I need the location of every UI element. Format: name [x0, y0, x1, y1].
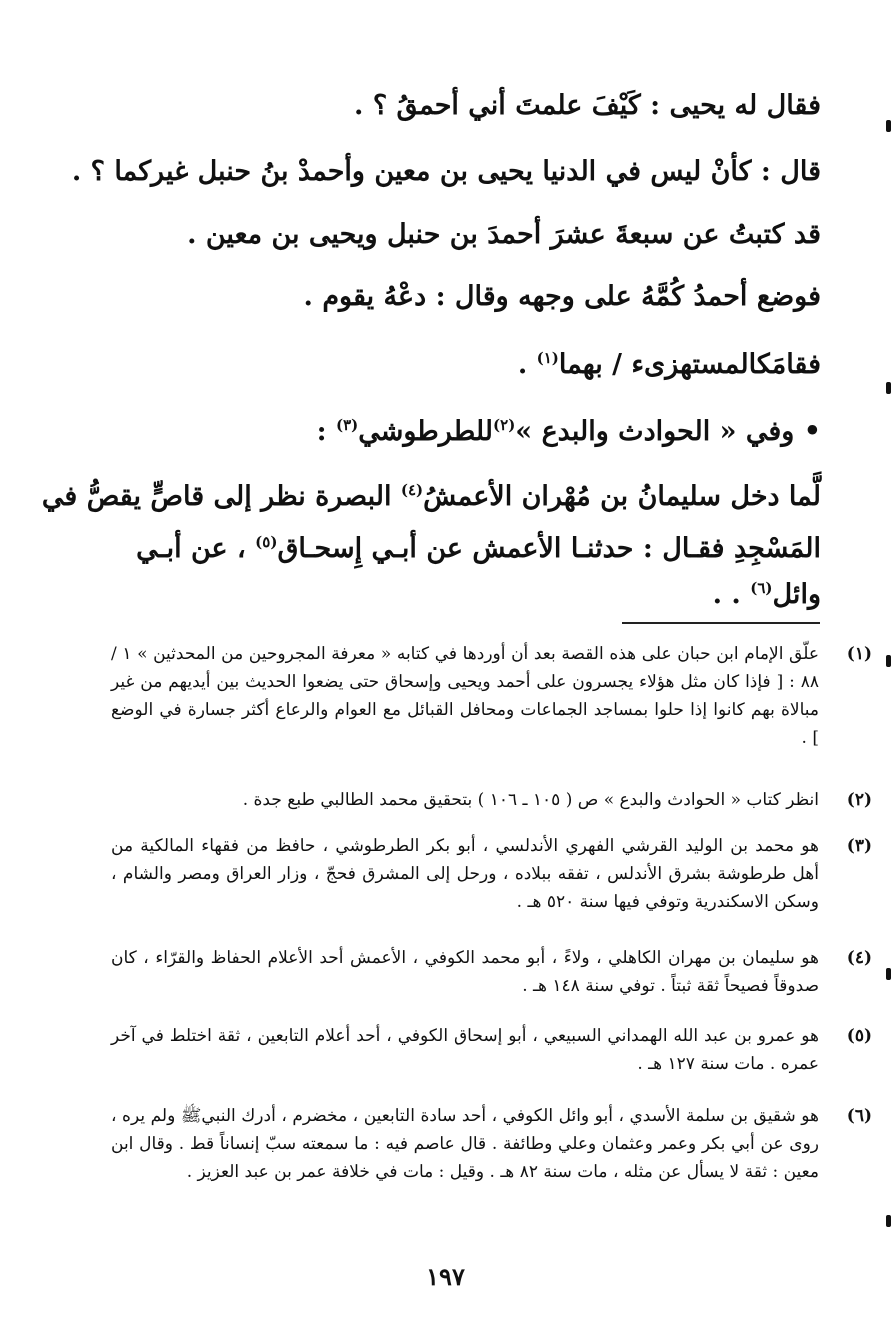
line-9-text: وائل: [772, 579, 821, 610]
main-text-line-7: [41, 470, 821, 517]
footnote-text-5: هو عمرو بن عبد الله الهمداني السبيعي ، أبو إسحاق الكوفي ، أحد أعلام التابعين ، ثقة اختلط في آخر عمره . مات سنة ١٢٧ هـ .: [111, 1026, 819, 1074]
scan-edge-mark: [886, 968, 891, 980]
line-6-tail: :: [316, 416, 336, 447]
line-7-tail: البصرة نظر إلى قاصٍّ يقصُّ في: [41, 481, 401, 512]
footnote-ref-6[interactable]: (٦): [750, 579, 773, 597]
footnote-number-5: (٥): [846, 1026, 872, 1046]
footnote-4: [111, 944, 872, 1000]
footnote-ref-5[interactable]: (٥): [255, 533, 278, 551]
line-1-text: فقال له يحيى : كَيْفَ علمتَ أني أحمقُ ؟ .: [354, 90, 821, 121]
line-8-text: المَسْجِدِ فقـال : حدثنـا الأعمش عن أبـي إِسحـاق: [277, 533, 821, 564]
line-2-text: قال : كأنْ ليس في الدنيا يحيى بن معين وأحمدْ بنُ حنبل غيركما ؟ .: [71, 156, 821, 187]
line-4-text: فوضع أحمدُ كُمَّهُ على وجهه وقال : دعْهُ يقوم .: [303, 281, 821, 312]
footnote-ref-2[interactable]: (٢): [493, 416, 516, 434]
main-text-line-5: [61, 338, 821, 385]
scan-edge-mark: [886, 382, 891, 394]
main-text-line-4: [61, 277, 821, 317]
footnote-number-6: (٦): [846, 1106, 872, 1126]
scan-edge-mark: [886, 1215, 891, 1227]
footnote-number-1: (١): [846, 644, 872, 664]
main-text-line-1: [61, 86, 821, 126]
main-text-line-8: [61, 522, 821, 569]
scan-edge-mark: [886, 655, 891, 667]
line-6-middle: للطرطوشي: [358, 416, 494, 447]
footnote-number-3: (٣): [846, 836, 872, 856]
footnote-ref-3[interactable]: (٣): [335, 416, 359, 434]
footnote-divider: [622, 622, 820, 624]
footnote-1: [111, 640, 872, 752]
footnote-ref-1[interactable]: (١): [536, 349, 559, 367]
line-9-tail: . .: [712, 579, 751, 610]
main-text-line-2: [61, 152, 821, 192]
footnote-ref-4[interactable]: (٤): [400, 481, 424, 499]
main-text-line-6: [61, 405, 821, 452]
footnote-text-4: هو سليمان بن مهران الكاهلي ، ولاءً ، أبو محمد الكوفي ، الأعمش أحد الأعلام الحفاظ والقرّاء ، كان صدوقاً فصيحاً ثقة ثبتاً . توفي سنة ١٤٨ هـ .: [111, 948, 819, 996]
footnote-5: [111, 1022, 872, 1078]
main-text-line-9: [61, 568, 821, 615]
line-3-text: قد كتبتُ عن سبعةَ عشرَ أحمدَ بن حنبل ويحيى بن معين .: [187, 219, 821, 250]
line-5-text: فقامَكالمستهزىء / بهما: [558, 349, 821, 380]
scan-edge-mark: [886, 120, 891, 132]
footnote-text-1: علّق الإمام ابن حبان على هذه القصة بعد أن أوردها في كتابه « معرفة المجروحين من المحدثين » ١ / ٨٨ : [ فإذا كان مثل هؤلاء يجسرون على أحمد ويحيى وإسحاق حتى يضعوا الحديث بين أيديهم من غير مبالاة بهم كانوا إذا حلوا بمساجد الجماعات ومحافل القبائل مع العوام والرعاع أكثر جسارة في الوضع ] .: [111, 644, 819, 748]
line-7-text: لَّما دخل سليمانُ بن مُهْران الأعمشُ: [423, 481, 821, 512]
footnote-text-6: هو شقيق بن سلمة الأسدي ، أبو وائل الكوفي ، أحد سادة التابعين ، مخضرم ، أدرك النبيﷺ ولم يره ، روى عن أبي بكر وعمر وعثمان وعلي وطائفة . قال عاصم فيه : ما سمعته سبّ إنساناً قط . وقال ابن معين : ثقة لا يسأل عن مثله ، مات سنة ٨٢ هـ . وقيل : مات في خلافة عمر بن عبد العزيز .: [111, 1106, 819, 1182]
footnote-3: [111, 832, 872, 916]
footnote-2: [111, 786, 872, 814]
footnote-text-3: هو محمد بن الوليد القرشي الفهري الأندلسي ، أبو بكر الطرطوشي ، حافظ من فقهاء المالكية من أهل طرطوشة بشرق الأندلس ، تفقه ببلاده ، ورحل إلى المشرق فحجّ ، وزار العراق ومصر والشام ، وسكن الاسكندرية وتوفي فيها سنة ٥٢٠ هـ .: [111, 836, 819, 912]
footnote-number-2: (٢): [846, 790, 872, 810]
line-6-text: • وفي « الحوادث والبدع »: [515, 416, 821, 447]
footnote-6: [111, 1102, 872, 1186]
line-8-tail: ، عن أبـي: [136, 533, 256, 564]
main-text-line-3: [61, 215, 821, 255]
footnote-number-4: (٤): [846, 948, 872, 968]
footnote-text-2: انظر كتاب « الحوادث والبدع » ص ( ١٠٥ ـ ١٠٦ ) بتحقيق محمد الطالبي طبع جدة .: [242, 790, 819, 810]
page-number: ١٩٧: [426, 1262, 465, 1291]
line-5-tail: .: [517, 349, 537, 380]
